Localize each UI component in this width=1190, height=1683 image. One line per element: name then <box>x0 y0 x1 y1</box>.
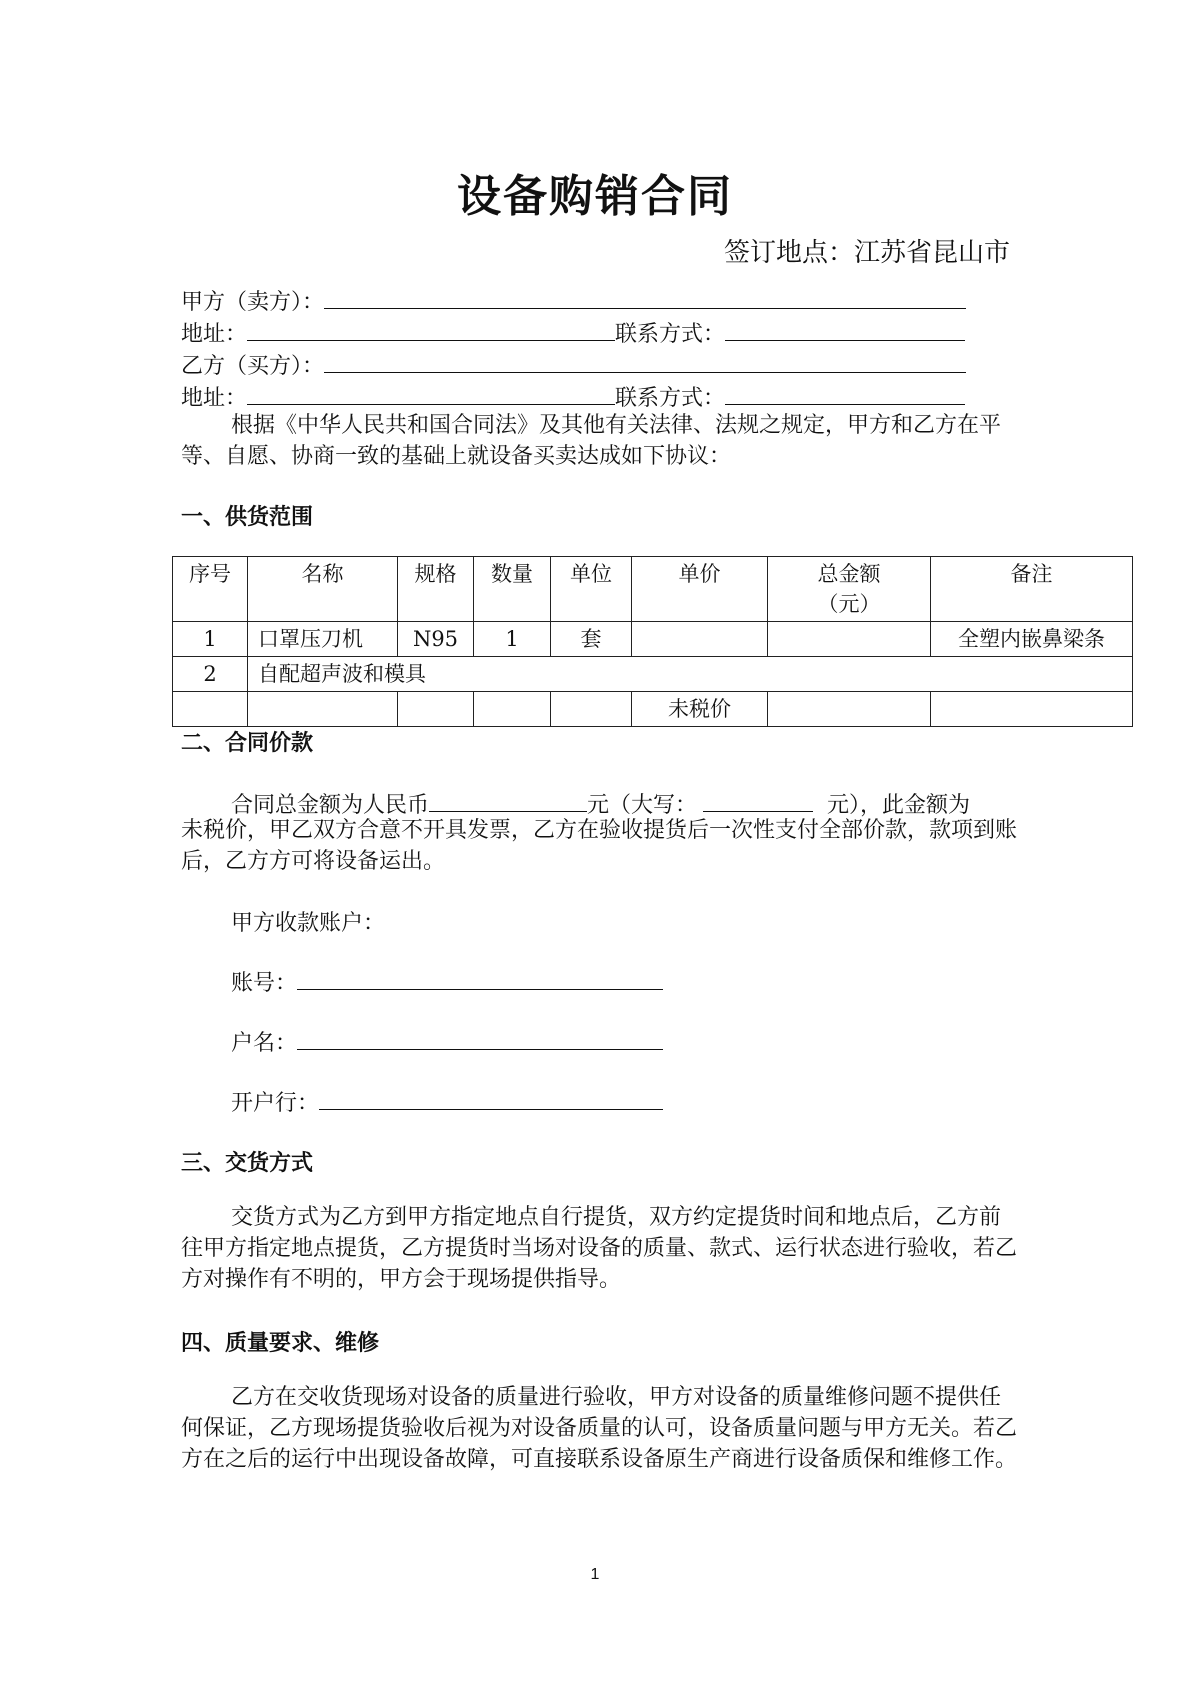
header-total-line1: 总金额 <box>817 562 881 586</box>
table-cell: 2 <box>173 657 248 692</box>
table-cell: 全塑内嵌鼻梁条 <box>931 622 1133 657</box>
section4-heading: 四、质量要求、维修 <box>181 1330 380 1356</box>
section2-heading: 二、合同价款 <box>181 730 314 756</box>
contact-b-label: 联系方式： <box>615 386 726 411</box>
table-cell: N95 <box>398 622 474 657</box>
document-title: 设备购销合同 <box>457 171 733 222</box>
contact-b-blank[interactable] <box>725 382 965 405</box>
table-cell: 自配超声波和模具 <box>248 657 1133 692</box>
price-words-blank[interactable] <box>703 789 813 812</box>
price-part2: 元（大写： <box>587 793 698 818</box>
table-cell <box>474 692 551 727</box>
table-row <box>173 622 1133 657</box>
section3-paragraph: 交货方式为乙方到甲方指定地点自行提货，双方约定提货时间和地点后，乙方前往甲方指定地点提货，乙方提货时当场对设备的质量、款式、运行状态进行验收，若乙方对操作有不明的，甲方会于现场提供指导。 <box>181 1205 1018 1292</box>
header-cell: 规格 <box>398 557 474 622</box>
table-row <box>173 692 1133 727</box>
page-number: 1 <box>590 1566 600 1583</box>
table-cell <box>768 622 931 657</box>
party-a-label: 甲方（卖方）： <box>181 290 325 315</box>
contact-a-label: 联系方式： <box>615 322 726 347</box>
account-number-blank[interactable] <box>297 967 663 990</box>
price-amount-blank[interactable] <box>429 789 587 812</box>
header-cell: 数量 <box>474 557 551 622</box>
contact-a-blank[interactable] <box>725 318 965 341</box>
account-name-blank[interactable] <box>297 1027 663 1050</box>
section4-paragraph: 乙方在交收货现场对设备的质量进行验收，甲方对设备的质量维修问题不提供任何保证，乙方现场提货验收后视为对设备质量的认可，设备质量问题与甲方无关。若乙方在之后的运行中出现设备故障，可直接联系设备原生产商进行设备质保和维修工作。 <box>181 1385 1018 1472</box>
table-cell: 套 <box>551 622 632 657</box>
header-total-line2: （元） <box>817 592 881 616</box>
section3-heading: 三、交货方式 <box>181 1150 314 1176</box>
price-part1: 合同总金额为人民币 <box>231 793 430 818</box>
table-cell <box>551 692 632 727</box>
table-cell <box>173 692 248 727</box>
header-cell: 名称 <box>248 557 398 622</box>
header-cell-total <box>768 557 931 622</box>
table-row <box>173 657 1133 692</box>
header-cell: 单价 <box>632 557 768 622</box>
account-name-line <box>231 1026 663 1057</box>
address-a-label: 地址： <box>181 322 248 347</box>
party-b-blank[interactable] <box>324 350 966 373</box>
account-number-label: 账号： <box>231 971 298 996</box>
address-a-blank[interactable] <box>247 318 615 341</box>
table-cell <box>398 692 474 727</box>
price-paragraph: 未税价，甲乙双方合意不开具发票，乙方在验收提货后一次性支付全部价款，款项到账后，乙方方可将设备运出。 <box>181 818 1018 874</box>
section1-heading: 一、供货范围 <box>181 504 314 530</box>
party-b-line <box>181 349 966 380</box>
signing-place: 签订地点：江苏省昆山市 <box>723 238 1010 268</box>
address-b-label: 地址： <box>181 386 248 411</box>
bank-label: 开户行： <box>231 1091 320 1116</box>
party-a-line <box>181 285 966 316</box>
goods-table <box>172 556 1133 727</box>
table-cell <box>632 622 768 657</box>
table-cell <box>768 692 931 727</box>
table-cell <box>931 692 1133 727</box>
table-cell: 口罩压刀机 <box>248 622 398 657</box>
bank-line <box>231 1086 663 1117</box>
account-title: 甲方收款账户： <box>231 911 386 936</box>
account-name-label: 户名： <box>231 1031 298 1056</box>
address-b-line <box>181 381 965 412</box>
address-a-line <box>181 317 965 348</box>
header-cell: 单位 <box>551 557 632 622</box>
table-header-row <box>173 557 1133 622</box>
party-b-label: 乙方（买方）： <box>181 354 325 379</box>
header-cell: 序号 <box>173 557 248 622</box>
table-cell: 未税价 <box>632 692 768 727</box>
price-part3: 元），此金额为 <box>827 793 971 818</box>
bank-blank[interactable] <box>319 1087 663 1110</box>
table-cell <box>248 692 398 727</box>
header-cell: 备注 <box>931 557 1133 622</box>
address-b-blank[interactable] <box>247 382 615 405</box>
account-number-line <box>231 966 663 997</box>
party-a-blank[interactable] <box>324 286 966 309</box>
intro-paragraph: 根据《中华人民共和国合同法》及其他有关法律、法规之规定，甲方和乙方在平等、自愿、协商一致的基础上就设备买卖达成如下协议： <box>181 413 1002 469</box>
table-cell: 1 <box>173 622 248 657</box>
table-cell: 1 <box>474 622 551 657</box>
